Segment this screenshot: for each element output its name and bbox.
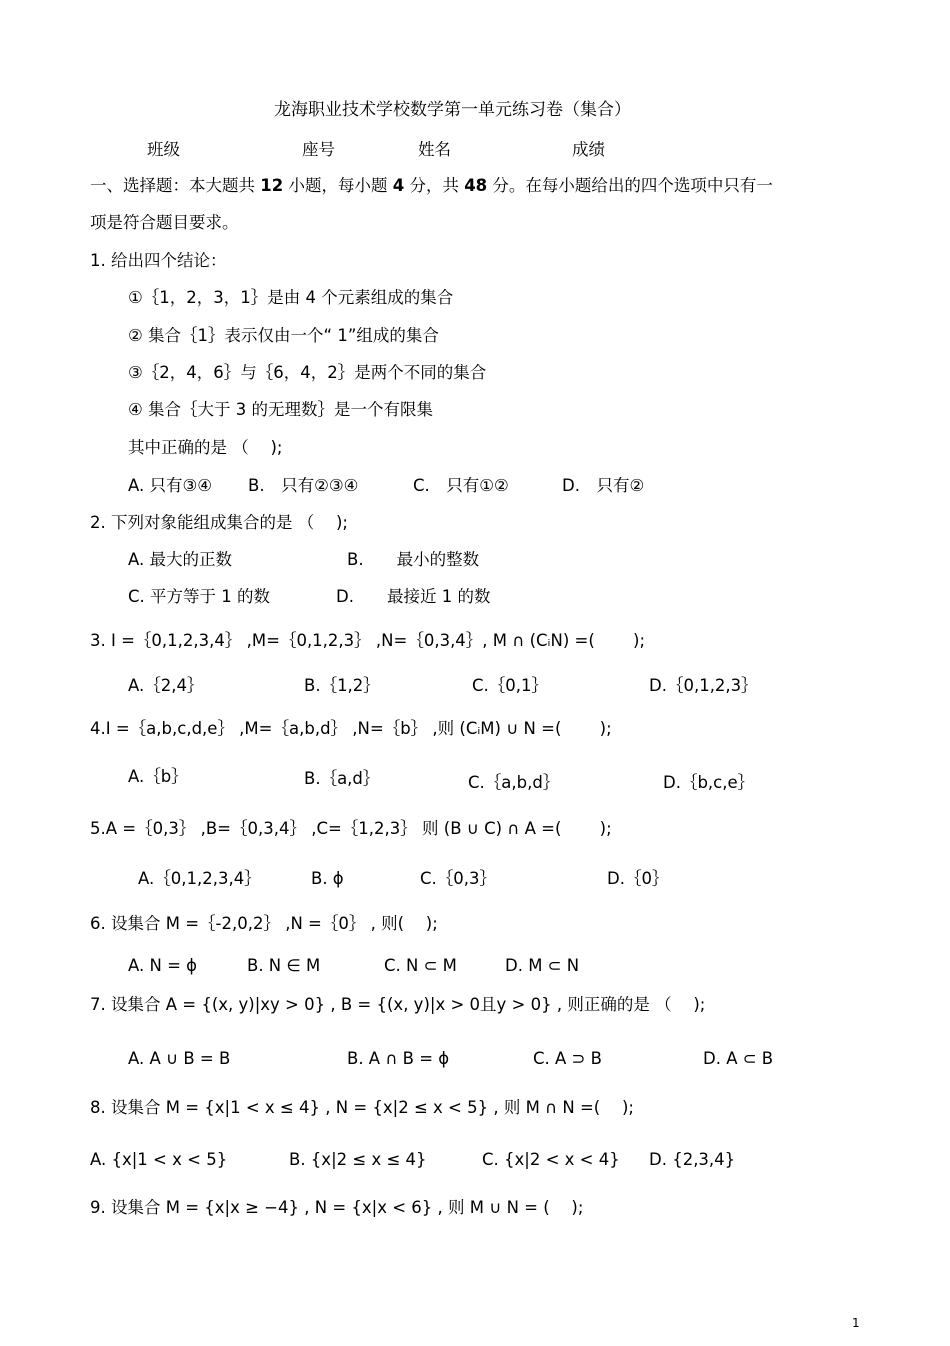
question-2-option-c: C. 平方等于 1 的数 bbox=[128, 587, 270, 606]
question-4-option-a: A.｛b｝ bbox=[128, 767, 188, 786]
question-4-option-b: B.｛a,d｝ bbox=[304, 769, 380, 788]
question-1-option-a: A. 只有③④ bbox=[128, 476, 213, 495]
question-6-option-a: A. N = ϕ bbox=[128, 956, 198, 975]
question-5-option-d: D.｛0｝ bbox=[607, 869, 669, 888]
question-6-option-d: D. M ⊂ N bbox=[505, 956, 580, 975]
question-8-option-c: C. {x|2 < x < 4} bbox=[482, 1150, 620, 1169]
question-3-stem: 3. I =｛0,1,2,3,4｝ ,M=｛0,1,2,3｝ ,N=｛0,3,4｝, M ∩ (CᵢN) =( ); bbox=[90, 631, 646, 650]
question-4-option-d: D.｛b,c,e｝ bbox=[663, 773, 755, 792]
question-1-statement-2: ② 集合｛1｝表示仅由一个“ 1”组成的集合 bbox=[128, 326, 439, 345]
question-7-option-d: D. A ⊂ B bbox=[703, 1049, 774, 1068]
question-5-option-c: C.｛0,3｝ bbox=[420, 869, 497, 888]
question-2-option-d: D. 最接近 1 的数 bbox=[336, 587, 491, 606]
question-7-stem: 7. 设集合 A = {(x, y)|xy > 0} , B = {(x, y)|x > 0且y > 0} , 则正确的是 （ ); bbox=[90, 995, 706, 1014]
question-8-stem: 8. 设集合 M = {x|1 < x ≤ 4} , N = {x|2 ≤ x < 5} , 则 M ∩ N =( ); bbox=[90, 1098, 634, 1117]
question-4-option-c: C.｛a,b,d｝ bbox=[468, 773, 560, 792]
section-instructions: 一、选择题：本大题共 12 小题，每小题 4 分，共 48 分。在每小题给出的四个选项中只有一 bbox=[90, 176, 773, 195]
question-1-option-b: B. 只有②③④ bbox=[248, 476, 359, 495]
question-1-statement-1: ①｛1，2，3，1｝是由 4 个元素组成的集合 bbox=[128, 288, 454, 307]
question-8-option-d: D. {2,3,4} bbox=[649, 1150, 736, 1169]
question-3-option-b: B.｛1,2｝ bbox=[304, 676, 380, 695]
question-2-option-b: B. 最小的整数 bbox=[347, 550, 480, 569]
question-5-option-a: A.｛0,1,2,3,4｝ bbox=[138, 869, 261, 888]
question-1-statement-3: ③｛2，4，6｝与｛6，4，2｝是两个不同的集合 bbox=[128, 363, 487, 382]
question-2-stem: 2. 下列对象能组成集合的是 （ ); bbox=[90, 513, 348, 532]
question-3-option-d: D.｛0,1,2,3｝ bbox=[649, 676, 758, 695]
question-6-stem: 6. 设集合 M =｛-2,0,2｝ ,N =｛0｝ , 则( ); bbox=[90, 914, 438, 933]
question-9-stem: 9. 设集合 M = {x|x ≥ −4} , N = {x|x < 6} , 则 M ∪ N = ( ); bbox=[90, 1198, 584, 1217]
name-label: 姓名 bbox=[418, 140, 451, 159]
question-6-option-c: C. N ⊂ M bbox=[384, 956, 457, 975]
seat-label: 座号 bbox=[302, 140, 335, 159]
question-1-statement-4: ④ 集合｛大于 3 的无理数｝是一个有限集 bbox=[128, 400, 434, 419]
question-7-option-a: A. A ∪ B = B bbox=[128, 1049, 231, 1068]
question-1-ask: 其中正确的是 （ ); bbox=[128, 438, 283, 457]
question-5-option-b: B. ϕ bbox=[311, 869, 344, 888]
question-8-option-b: B. {x|2 ≤ x ≤ 4} bbox=[289, 1150, 427, 1169]
class-label: 班级 bbox=[147, 140, 180, 159]
question-2-option-a: A. 最大的正数 bbox=[128, 550, 232, 569]
page-number: 1 bbox=[852, 1316, 860, 1330]
question-1-stem: 1. 给出四个结论： bbox=[90, 251, 227, 270]
question-1-option-c: C. 只有①② bbox=[413, 476, 509, 495]
question-3-option-c: C.｛0,1｝ bbox=[472, 676, 549, 695]
question-3-option-a: A.｛2,4｝ bbox=[128, 676, 204, 695]
page-title: 龙海职业技术学校数学第一单元练习卷（集合） bbox=[274, 100, 631, 120]
question-4-stem: 4.I =｛a,b,c,d,e｝ ,M=｛a,b,d｝ ,N=｛b｝ ,则 (CᵢM) ∪ N =( ); bbox=[90, 719, 612, 738]
question-7-option-c: C. A ⊃ B bbox=[533, 1049, 602, 1068]
section-instructions-line2: 项是符合题目要求。 bbox=[90, 213, 239, 232]
question-6-option-b: B. N ∈ M bbox=[247, 956, 321, 975]
question-1-option-d: D. 只有② bbox=[562, 476, 645, 495]
question-5-stem: 5.A =｛0,3｝ ,B=｛0,3,4｝ ,C=｛1,2,3｝ 则 (B ∪ C) ∩ A =( ); bbox=[90, 819, 612, 838]
score-label: 成绩 bbox=[572, 140, 605, 159]
question-7-option-b: B. A ∩ B = ϕ bbox=[347, 1049, 450, 1068]
question-8-option-a: A. {x|1 < x < 5} bbox=[90, 1150, 228, 1169]
